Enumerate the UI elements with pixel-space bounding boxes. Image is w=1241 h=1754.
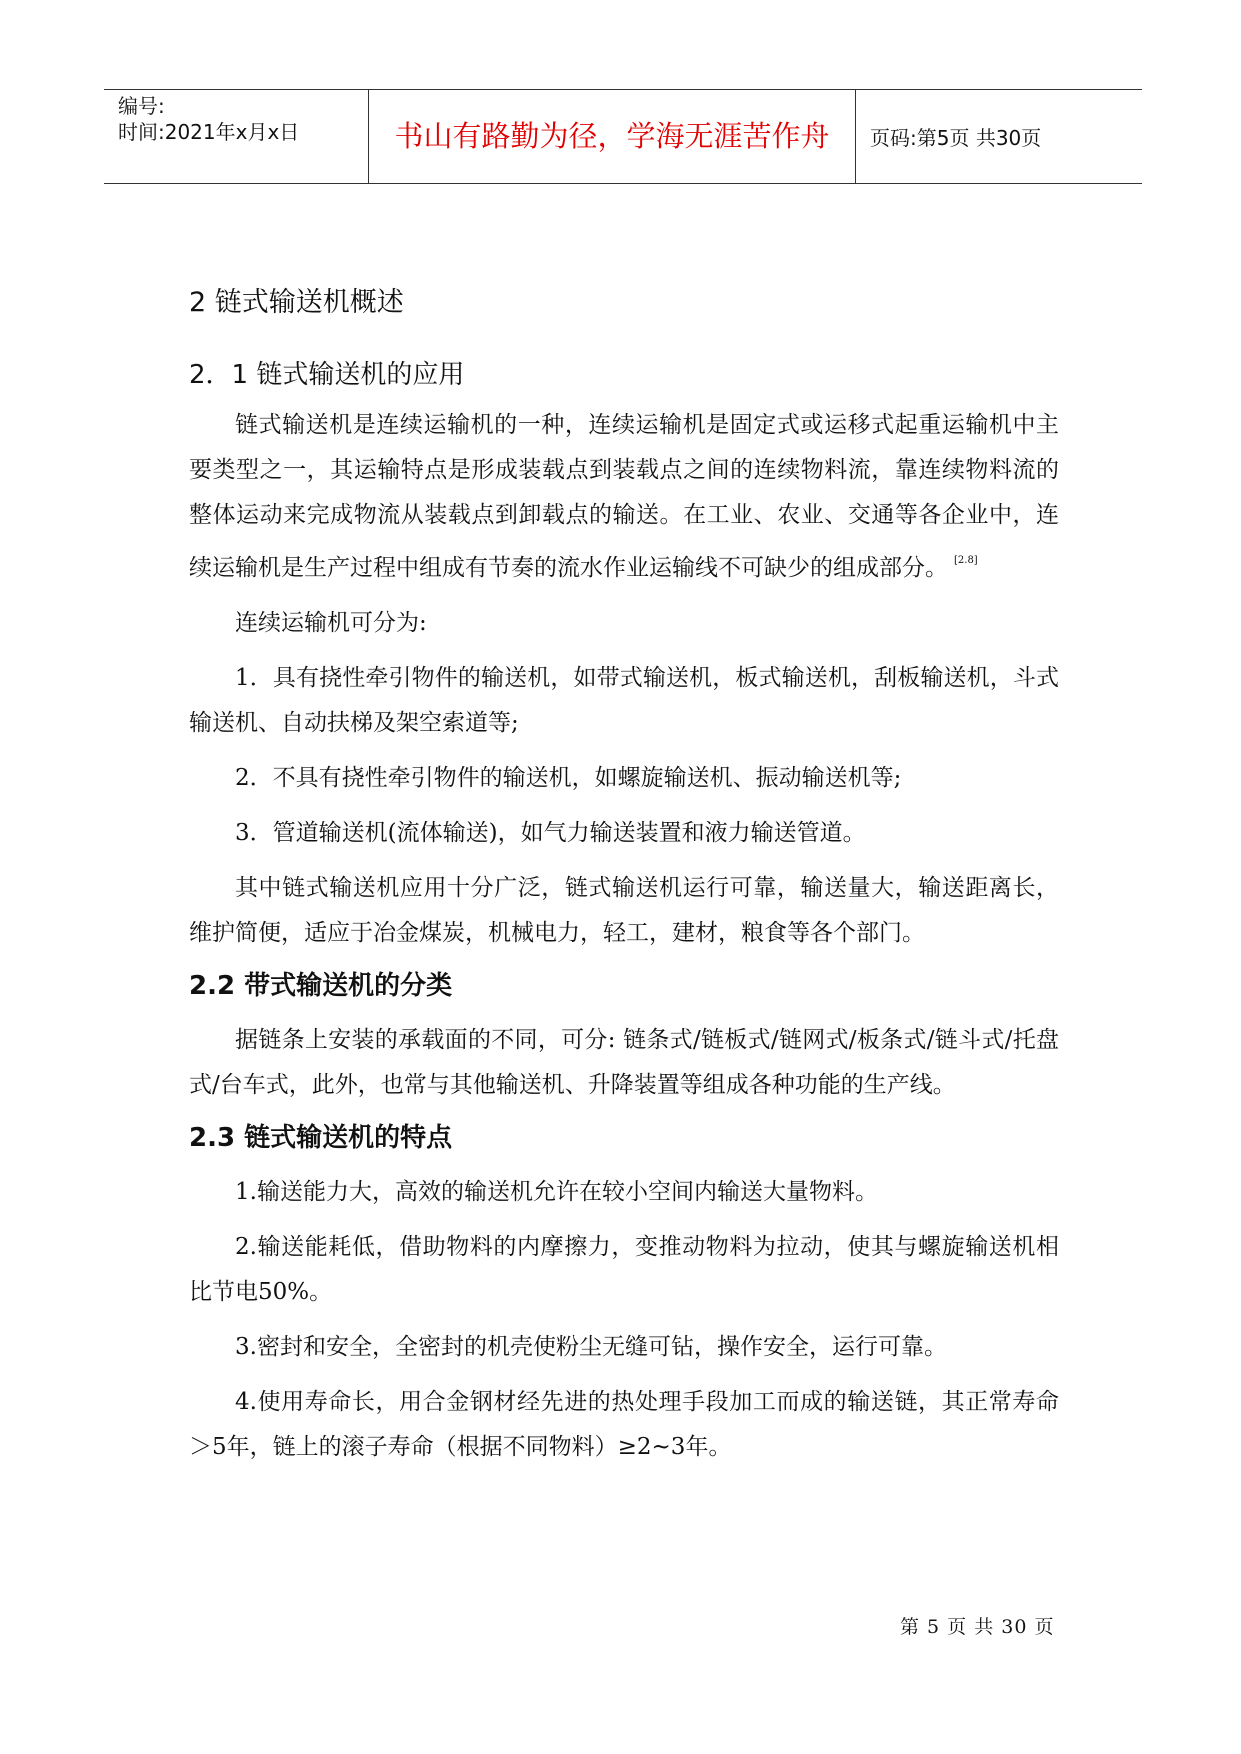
chapter-title: 2 链式输送机概述 (189, 287, 404, 318)
reference-marker: [2.8] (954, 555, 978, 566)
section-2-1-paragraph-3: 其中链式输送机应用十分广泛，链式输送机运行可靠，输送量大，输送距离长，维护简便，适应于冶金煤炭，机械电力，轻工，建材，粮食等各个部门。 (189, 875, 1059, 946)
section-2-1-title: 2．1 链式输送机的应用 (189, 360, 465, 390)
section-2-1-paragraph-2: 连续运输机可分为: (235, 610, 427, 636)
section-2-3-list-item-4: 4.使用寿命长，用合金钢材经先进的热处理手段加工而成的输送链，其正常寿命＞5年，链上的滚子寿命（根据不同物料）≥2~3年。 (189, 1389, 1059, 1460)
section-2-3-list-item-1: 1.输送能力大，高效的输送机允许在较小空间内输送大量物料。 (235, 1179, 878, 1205)
header-time-label: 时间:2021年x月x日 (118, 120, 300, 144)
header-page-cell (856, 90, 1142, 183)
section-2-3-list-item-2: 2.输送能耗低，借助物料的内摩擦力，变推动物料为拉动，使其与螺旋输送机相比节电50%。 (189, 1234, 1059, 1305)
header-motto-cell (369, 90, 856, 183)
section-2-2-paragraph-1: 据链条上安装的承载面的不同，可分: 链条式/链板式/链网式/板条式/链斗式/托盘式/台车式，此外，也常与其他输送机、升降装置等组成各种功能的生产线。 (189, 1027, 1059, 1098)
section-2-1-paragraph-1 (189, 403, 1059, 591)
paragraph-text: 链式输送机是连续运输机的一种，连续运输机是固定式或运移式起重运输机中主要类型之一，其运输特点是形成装载点到装载点之间的连续物料流，靠连续物料流的整体运动来完成物流从装载点到卸载点的输送。在工业、农业、交通等各企业中，连续运输机是生产过程中组成有节奏的流水作业运输线不可缺少的组成部分。 (189, 412, 1059, 581)
section-2-1-list-item-3: 3．管道输送机(流体输送)，如气力输送装置和液力输送管道。 (235, 820, 866, 846)
header-number-label: 编号: (118, 94, 165, 118)
section-2-2-title: 2.2 带式输送机的分类 (189, 971, 453, 1001)
section-2-3-title: 2.3 链式输送机的特点 (189, 1123, 453, 1153)
document-body (189, 280, 1059, 1480)
section-2-1-list-item-2: 2．不具有挠性牵引物件的输送机，如螺旋输送机、振动输送机等; (235, 765, 902, 791)
header-page-info: 页码:第5页 共30页 (870, 126, 1042, 150)
header-info-cell (104, 90, 369, 183)
page-footer: 第 5 页 共 30 页 (900, 1616, 1055, 1638)
header-motto: 书山有路勤为径，学海无涯苦作舟 (394, 119, 830, 153)
section-2-1-list-item-1: 1．具有挠性牵引物件的输送机，如带式输送机，板式输送机，刮板输送机，斗式输送机、自动扶梯及架空索道等; (189, 665, 1059, 736)
page-header (104, 89, 1142, 184)
section-2-3-list-item-3: 3.密封和安全，全密封的机壳使粉尘无缝可钻，操作安全，运行可靠。 (235, 1334, 947, 1360)
